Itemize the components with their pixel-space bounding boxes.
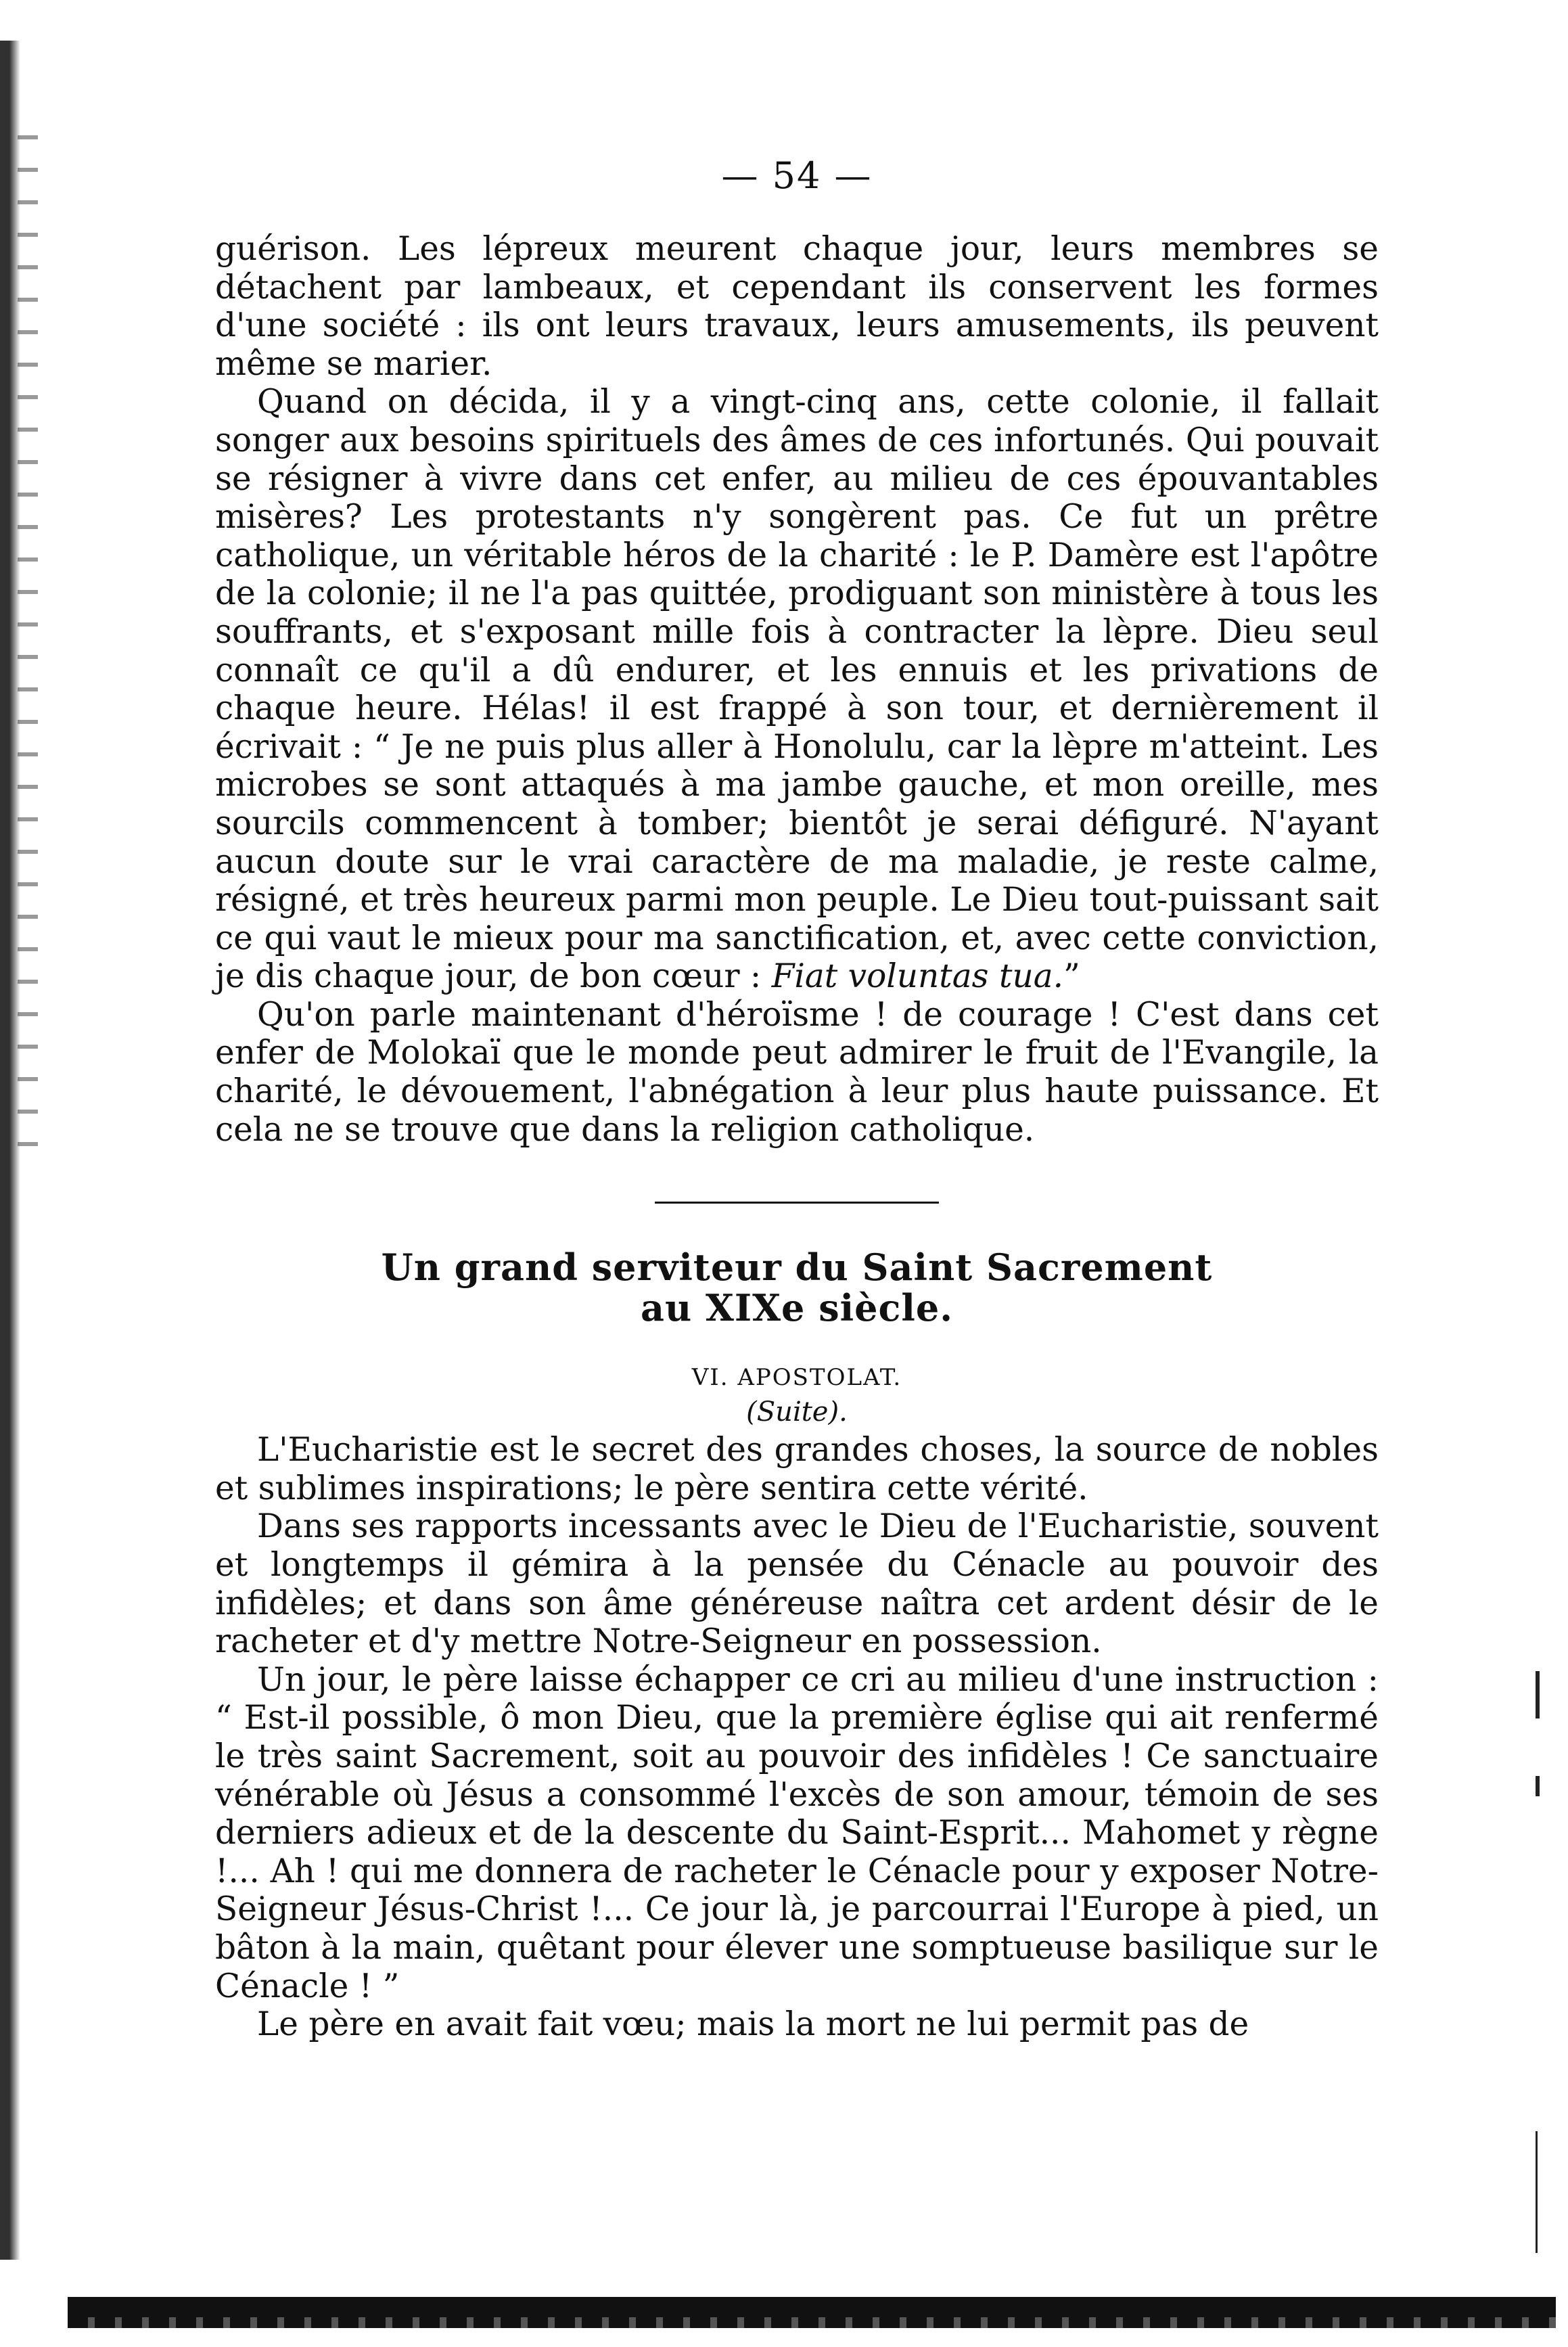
paragraph-1: guérison. Les lépreux meurent chaque jour, leurs membres se détachent par lambeaux, et cependant ils conservent les formes d'une société : ils ont leurs travaux, leurs amusements, ils peuvent même se marier. [215,230,1379,383]
paragraph-3: Qu'on parle maintenant d'héroïsme ! de courage ! C'est dans cet enfer de Molokaï que le monde peut admirer le fruit de l'Evangile, la charité, le dévouement, l'abnégation à leur plus haute puissance. Et cela ne se trouve que dans la religion catholique. [215,995,1379,1149]
scan-right-mark-2 [1536,1776,1540,1796]
scan-right-mark-1 [1536,1671,1540,1718]
paragraph-2 [215,383,1379,996]
page-number: — 54 — [721,154,873,197]
scan-right-mark-3 [1536,2131,1538,2253]
scan-bottom-edge [68,2297,1556,2328]
section-paragraph-4: Le père en avait fait vœu; mais la mort ne lui permit pas de [257,2005,1249,2044]
fiat-quote-close: ” [1063,957,1080,996]
section-title [215,1247,1379,1328]
section-paragraph-3: Un jour, le père laisse échapper ce cri au milieu d'une instruction : “ Est-il possible, ô mon Dieu, que la première église qui ait renfermé le très saint Sacrement, soit au pouvoir des infidèles ! Ce sanctuaire vénérable où Jésus a consommé l'excès de son amour, témoin de ses derniers adieux et de la descente du Saint-Esprit... Mahomet y règne !... Ah ! qui me donnera de racheter le Cénacle pour y exposer Notre-Seigneur Jésus-Christ !... Ce jour là, je parcourrai l'Europe à pied, un bâton à la main, quêtant pour élever une somptueuse basilique sur le Cénacle ! ” [215,1660,1379,2005]
section-title-line-1: Un grand serviteur du Saint Sacrement [381,1246,1213,1290]
section-divider [655,1202,939,1204]
section-title-line-2: au XIXe siècle. [640,1286,954,1330]
section-paragraph-2: Dans ses rapports incessants avec le Dieu de l'Eucharistie, souvent et longtemps il gémira à la pensée du Cénacle au pouvoir des infidèles; et dans son âme généreuse naîtra cet ardent désir de le racheter et d'y mettre Notre-Seigneur en possession. [215,1507,1379,1661]
paragraph-2-text: Quand on décida, il y a vingt-cinq ans, cette colonie, il fallait songer aux besoins spirituels des âmes de ces infortunés. Qui pouvait se résigner à vivre dans cet enfer, au milieu de ces épouvantables misères? Les protestants n'y songèrent pas. Ce fut un prêtre catholique, un véritable héros de la charité : le P. Damère est l'apôtre de la colonie; il ne l'a pas quittée, prodiguant son ministère à tous les souffrants, et s'exposant mille fois à contracter la lèpre. Dieu seul connaît ce qu'il a dû endurer, et les ennuis et les privations de chaque heure. Hélas! il est frappé à son tour, et dernièrement il écrivait : “ Je ne puis plus aller à Honolulu, car la lèpre m'atteint. Les microbes se sont attaqués à ma jambe gauche, et mon oreille, mes sourcils commencent à tomber; bientôt je serai défiguré. N'ayant aucun doute sur le vrai caractère de ma maladie, je reste calme, résigné, et très heureux parmi mon peuple. Le Dieu tout-puissant sait ce qui vaut le mieux pour ma sanctification, et, avec cette conviction, je dis chaque jour, de bon cœur : [215,383,1379,996]
subheading: VI. APOSTOLAT. [691,1364,902,1392]
scan-left-edge-speckle [18,135,38,1150]
fiat-quote: Fiat voluntas tua. [771,957,1064,996]
book-page [215,156,1379,2044]
subheading-note: (Suite). [746,1396,848,1428]
section-paragraph-1: L'Eucharistie est le secret des grandes choses, la source de nobles et sublimes inspirations; le père sentira cette vérité. [215,1431,1379,1507]
